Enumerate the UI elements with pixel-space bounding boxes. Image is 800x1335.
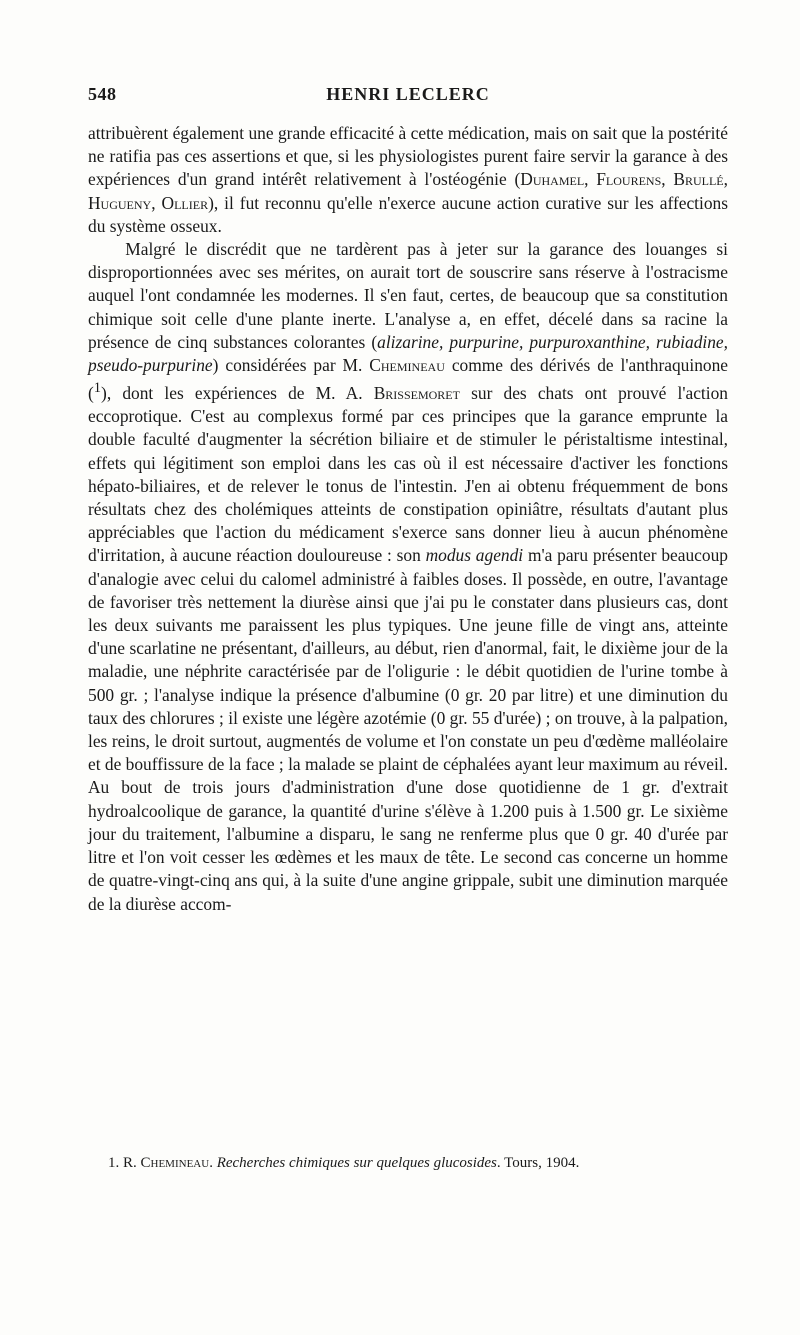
text-run: comme des dérivés de l'anthraquinone ( <box>88 355 728 404</box>
text-run: . Tours, 1904. <box>496 1155 580 1171</box>
footnote-title: Recherches chimiques sur quelques glucosides <box>216 1155 497 1171</box>
text-run: ) considérées par M. <box>212 355 370 376</box>
page-number: 548 <box>88 84 117 104</box>
text-run: ), il fut reconnu qu'elle n'exerce aucune action curative sur les affections du système osseux. <box>88 192 728 236</box>
text-run: m'a paru présenter beaucoup d'analogie avec celui du calomel administré à faibles doses. Il possède, en outre, l'avantage de favoriser très nettement la diurèse ainsi que j'ai pu le constater dans plusieurs cas, dont les deux suivants me paraissent les plus typiques. Une jeune fille de vingt ans, atteinte d'une scarlatine ne présentant, d'ailleurs, au début, rien d'anormal, fait, le dixième jour de la maladie, une néphrite caractérisée par de l'oligurie : le débit quotidien de l'urine tombe à 500 gr. ; l'analyse indique la présence d'albumine (0 gr. 20 par litre) et une diminution du taux des chlorures ; il existe une légère azotémie (0 gr. 55 d'urée) ; on trouve, à la palpation, les reins, le droit surtout, augmentés de volume et l'on constate un peu d'œdème malléolaire et de bouffissure de la face ; la malade se plaint de céphalées ayant leur maximum au réveil. Au bout de trois jours d'administration d'une dose quotidienne de 1 gr. d'extrait hydroalcoolique de garance, la quantité d'urine s'élève à 1.200 puis à 1.500 gr. Le sixième jour du traitement, l'albumine a disparu, le sang ne renferme plus que 0 gr. 40 d'urée par litre et l'on voit cesser les œdèmes et les maux de tête. Le second cas concerne un homme de quatre-vingt-cinq ans qui, à la suite d'une angine grippale, subit une diminution marquée de la diurèse accom- <box>88 545 728 914</box>
footnote-label: 1. R. <box>108 1155 141 1171</box>
author-name: Brullé <box>673 169 724 190</box>
author-name: Brissemoret <box>373 383 460 404</box>
body-text <box>88 122 728 916</box>
author-name: Chemineau <box>140 1155 210 1171</box>
italic-terms: modus agendi <box>425 545 524 566</box>
author-name: Duhamel <box>520 169 585 190</box>
footnote <box>108 1153 748 1173</box>
text-run: Malgré le discrédit que ne tardèrent pas à jeter sur la garance des louanges si disproportionnées avec ses mérites, on aurait tort de souscrire sans réserve à l'ostracisme auquel l'ont condamnée les modernes. Il s'en faut, certes, de beaucoup que sa constitution chimique soit celle d'une plante inerte. L'analyse a, en effet, décelé dans sa racine la présence de cinq substances colorantes ( <box>88 239 729 352</box>
footnote-ref: 1 <box>93 380 102 397</box>
paragraph-1: attribuèrent également une grande efficacité à cette médication, mais on sait que la postérité ne ratifia pas ces assertions et que, si les physiologistes purent faire servir la garance à des expériences d'un grand intérêt relativement à l'ostéogénie (Duhamel, Flourens, Brullé, Hugueny, Ollier), il fut reconnu qu'elle n'exerce aucune action curative sur les affections du système osseux. <box>88 123 728 236</box>
author-name: Chemineau <box>369 355 445 376</box>
text-run: attribuèrent également une grande efficacité à cette médication, mais on sait que la postérité ne ratifia pas ces assertions et que, si les physiologistes purent faire servir la garance à des expériences d'un grand intérêt relativement à l'ostéogénie ( <box>88 123 728 190</box>
running-title: HENRI LECLERC <box>326 84 490 104</box>
paragraph-2 <box>88 238 728 916</box>
author-name: Hugueny <box>88 192 152 213</box>
text-run: ), dont les expériences de M. A. <box>101 383 374 404</box>
italic-terms: alizarine, purpurine, purpuroxanthine, rubiadine, pseudo-purpurine <box>88 331 728 376</box>
page-header <box>88 84 728 108</box>
text-run: sur des chats ont prouvé l'action eccoprotique. C'est au complexus formé par ces principes que la garance emprunte la double faculté d'augmenter la sécrétion biliaire et de stimuler le péristaltisme intestinal, effets qui légitiment son emploi dans les cas où il est nécessaire d'activer les fonctions hépato-biliaires, et de relever le tonus de l'intestin. J'en ai obtenu fréquemment de bons résultats chez des cholémiques atteints de constipation opiniâtre, résultats d'autant plus appréciables que l'action du médicament s'exerce sans donner lieu à aucun phénomène d'irritation, à aucune réaction douloureuse : son <box>88 383 728 566</box>
author-name: Ollier <box>161 192 209 213</box>
author-name: Flourens <box>596 169 662 190</box>
text-run: . <box>209 1155 217 1171</box>
